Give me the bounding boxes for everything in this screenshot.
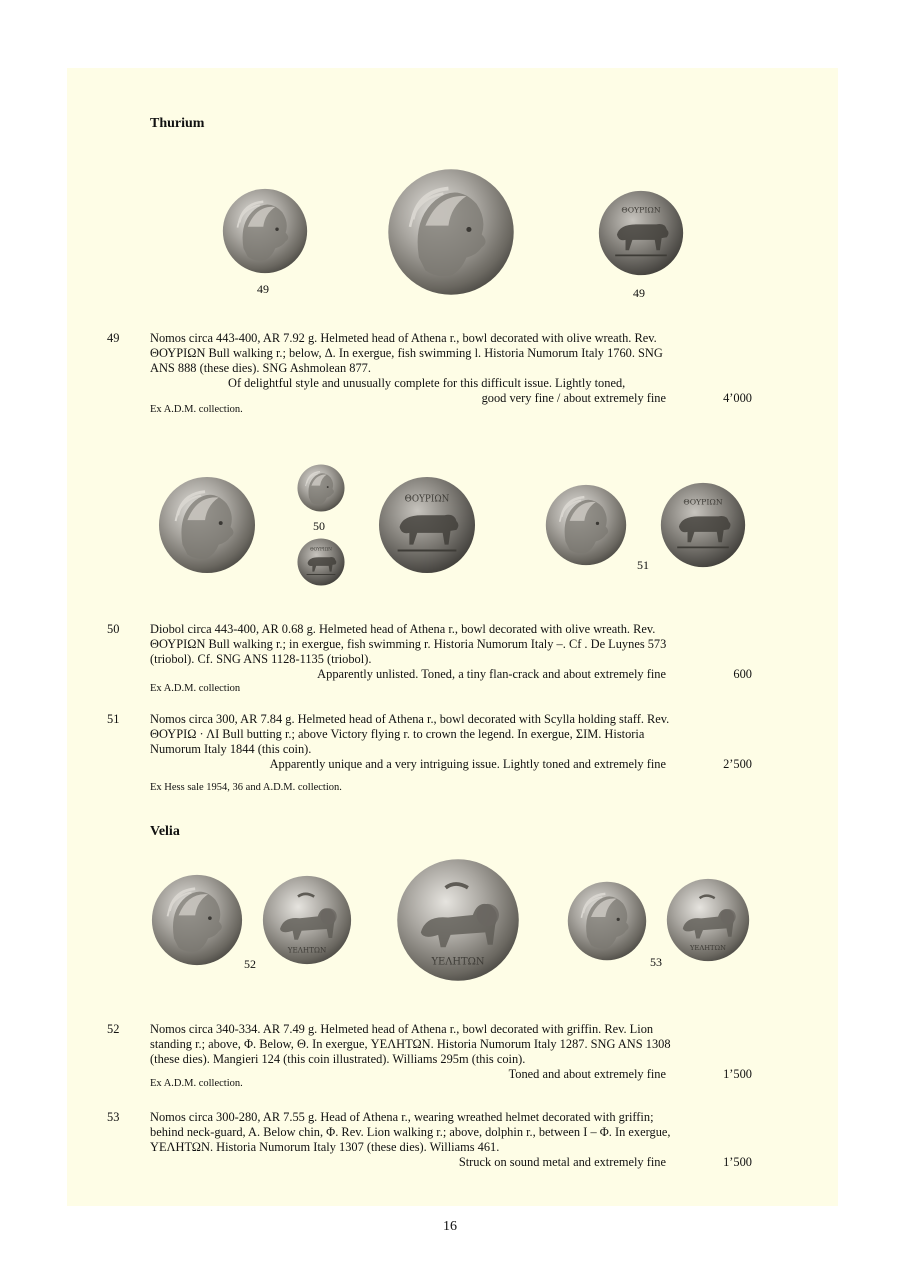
figure-label-53: 53 xyxy=(650,955,662,969)
figure-label-51: 51 xyxy=(637,558,649,572)
figure-label-49-right: 49 xyxy=(633,286,645,300)
lot-description xyxy=(150,712,752,757)
section-title-velia: Velia xyxy=(150,824,180,839)
lot-price: 2’500 xyxy=(723,757,752,771)
lot-description-line: Diobol circa 443-400, AR 0.68 g. Helmeted head of Athena r., bowl decorated with olive wreath. Rev. xyxy=(150,622,656,636)
lot-description-line: Numorum Italy 1844 (this coin). xyxy=(150,742,312,756)
lot-provenance: Ex A.D.M. collection xyxy=(150,683,241,694)
lot-price: 1’500 xyxy=(723,1067,752,1081)
lot-comment: Toned and about extremely fine xyxy=(508,1067,666,1081)
lot-description-line: (these dies). Mangieri 124 (this coin illustrated). Williams 295m (this coin). xyxy=(150,1052,526,1066)
lot-description-line: Nomos circa 340-334. AR 7.49 g. Helmeted head of Athena r., bowl decorated with griffin. Rev. Lion xyxy=(150,1022,654,1036)
lot-description-line: ΘΟΥΡΙΩ · ΛΙ Bull butting r.; above Victory flying r. to crown the legend. In exergue, ΣΙΜ. Historia xyxy=(150,727,645,741)
lot-description-line: behind neck-guard, A. Below chin, Φ. Rev. Lion walking r.; above, dolphin r., between I – Φ. In exergue, xyxy=(150,1125,671,1139)
lot-description-line: ANS 888 (these dies). SNG Ashmolean 877. xyxy=(150,361,371,375)
lot-description xyxy=(150,1110,752,1155)
lot-provenance: Ex A.D.M. collection. xyxy=(150,404,243,415)
lot-description xyxy=(150,1022,752,1067)
coin-50-obverse-enlarged xyxy=(157,476,257,574)
lot-description-line: ΥΕΛΗΤΩΝ. Historia Numorum Italy 1307 (these dies). Williams 461. xyxy=(150,1140,500,1154)
coin-52-reverse xyxy=(262,872,352,968)
coin-51-obverse xyxy=(541,484,631,566)
lot-comment: Apparently unique and a very intriguing issue. Lightly toned and extremely fine xyxy=(269,757,666,771)
lot-description-line: Nomos circa 443-400, AR 7.92 g. Helmeted head of Athena r., bowl decorated with olive wreath. Rev. xyxy=(150,331,657,345)
lot-description-line: standing r.; above, Φ. Below, Θ. In exergue, ΥΕΛΗΤΩΝ. Historia Numorum Italy 1287. SNG ANS 1308 xyxy=(150,1037,671,1051)
figure-label-50: 50 xyxy=(313,519,325,533)
lot-number: 51 xyxy=(107,712,120,726)
lot-description-line: ΘΟΥΡΙΩΝ Bull walking r.; below, Δ. In exergue, fish swimming l. Historia Numorum Italy 1760. SNG xyxy=(150,346,663,360)
lot-comment: Of delightful style and unusually complete for this difficult issue. Lightly toned, xyxy=(228,376,626,390)
lot-provenance: Ex A.D.M. collection. xyxy=(150,1078,243,1089)
lot-grade: good very fine / about extremely fine xyxy=(481,391,666,405)
coin-53-obverse xyxy=(567,877,647,965)
lot-description-line: Nomos circa 300-280, AR 7.55 g. Head of Athena r., wearing wreathed helmet decorated with griffin; xyxy=(150,1110,654,1124)
lot-description xyxy=(150,331,752,376)
figure-label-52: 52 xyxy=(244,957,256,971)
coin-50-obverse xyxy=(296,464,346,512)
lot-description-line: (triobol). Cf. SNG ANS 1128-1135 (triobol). xyxy=(150,652,372,666)
section-title-thurium: Thurium xyxy=(150,116,205,131)
lot-price: 600 xyxy=(733,667,752,681)
lot-price: 1’500 xyxy=(723,1155,752,1169)
coin-49-reverse xyxy=(597,190,685,276)
lot-number: 49 xyxy=(107,331,120,345)
coin-49-obverse-enlarged xyxy=(385,168,517,296)
coin-52-reverse-enlarged xyxy=(396,854,520,986)
lot-number: 53 xyxy=(107,1110,120,1124)
lot-description xyxy=(150,622,752,667)
lot-provenance: Ex Hess sale 1954, 36 and A.D.M. collection. xyxy=(150,782,342,793)
lot-price: 4’000 xyxy=(723,391,752,405)
coin-49-obverse-small xyxy=(221,188,309,274)
lot-comment: Apparently unlisted. Toned, a tiny flan-crack and about extremely fine xyxy=(317,667,666,681)
lot-comment: Struck on sound metal and extremely fine xyxy=(458,1155,666,1169)
lot-description-line: Nomos circa 300, AR 7.84 g. Helmeted head of Athena r., bowl decorated with Scylla holding staff. Rev. xyxy=(150,712,670,726)
lot-number: 52 xyxy=(107,1022,120,1036)
lot-number: 50 xyxy=(107,622,120,636)
coin-50-reverse-enlarged xyxy=(377,476,477,574)
coin-50-reverse xyxy=(296,538,346,586)
figure-label-49-left: 49 xyxy=(257,282,269,296)
coin-52-obverse xyxy=(150,874,244,966)
page-number: 16 xyxy=(443,1219,457,1234)
lot-description-line: ΘΟΥΡΙΩΝ Bull walking r.; in exergue, fish swimming r. Historia Numorum Italy –. Cf . De Luynes 573 xyxy=(150,637,667,651)
coin-53-reverse xyxy=(666,876,750,964)
coin-51-reverse xyxy=(659,482,747,568)
